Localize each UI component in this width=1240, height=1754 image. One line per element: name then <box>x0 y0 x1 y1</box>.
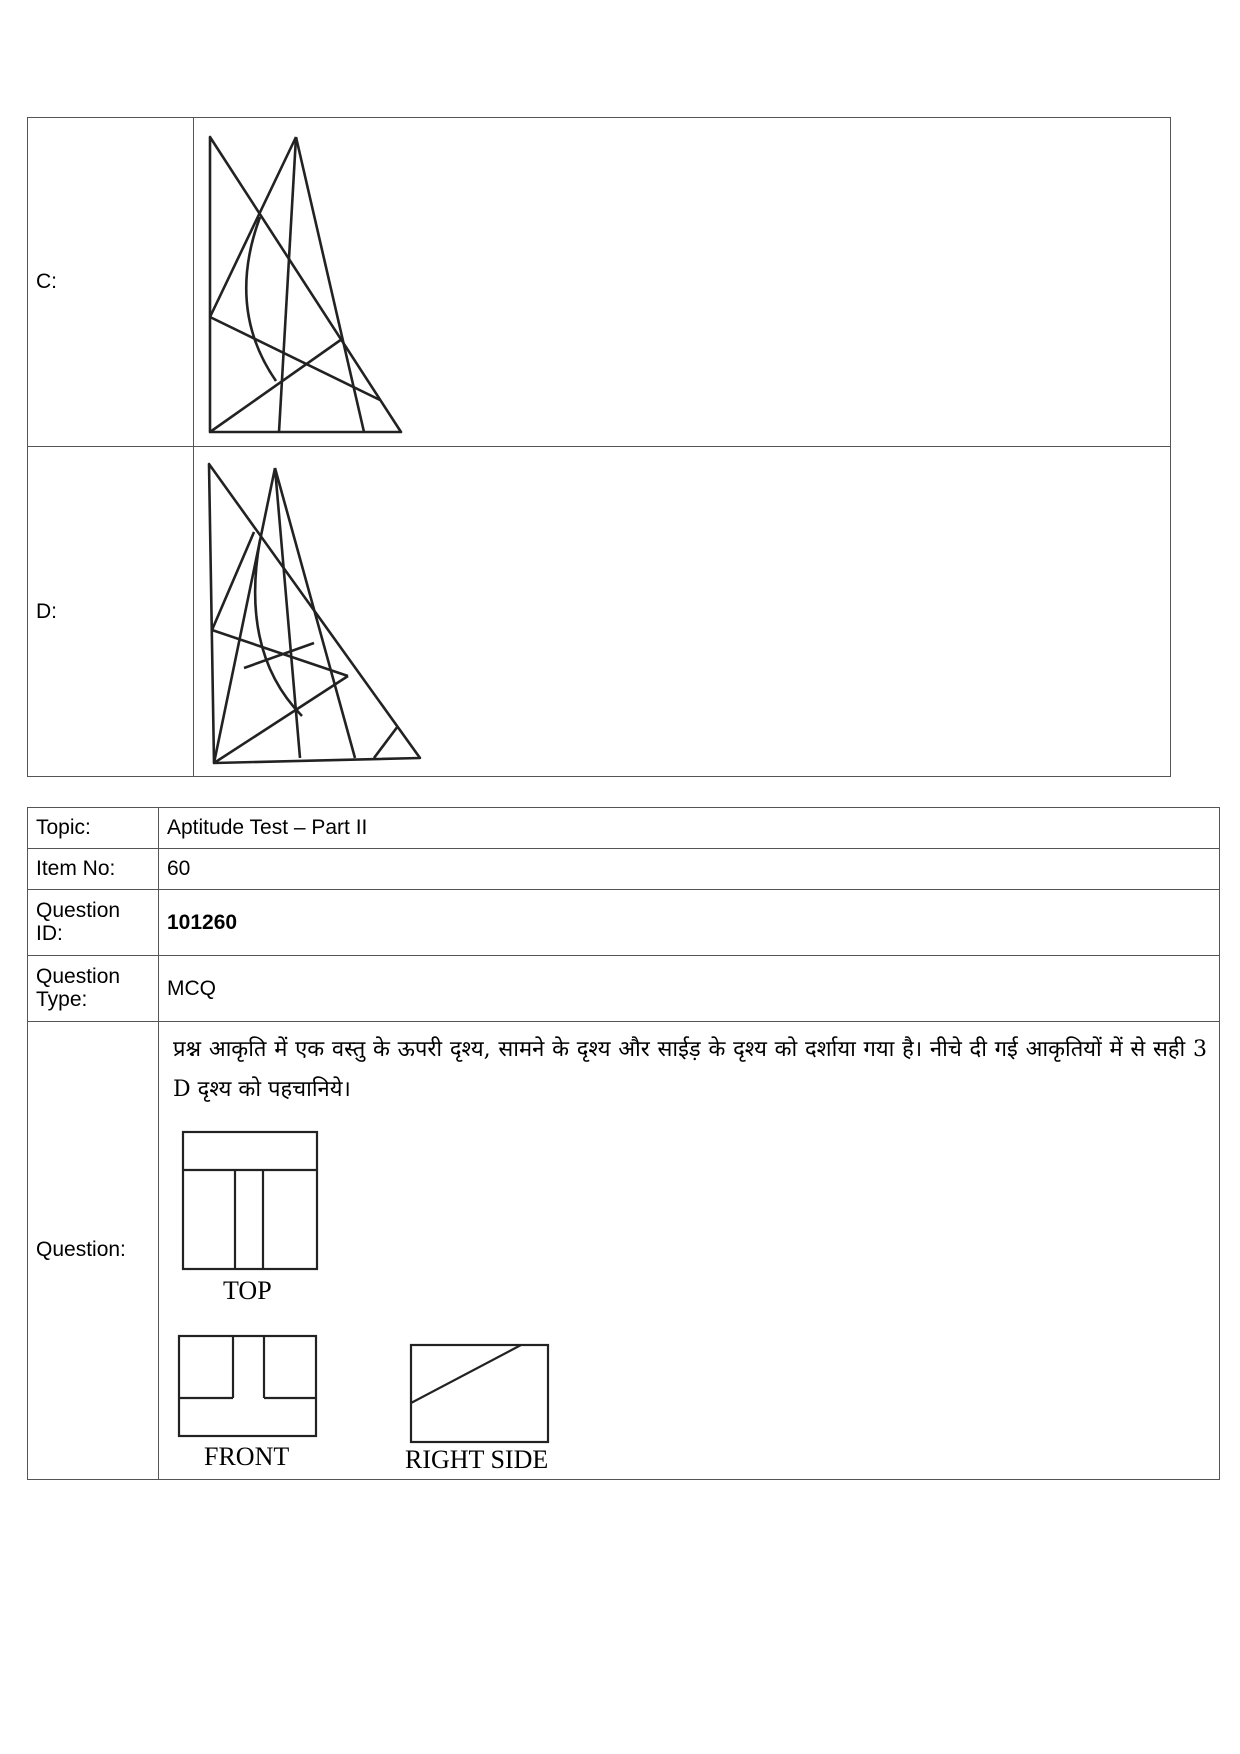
question-label: Question: <box>28 1022 159 1480</box>
option-row-d <box>28 447 1171 777</box>
question-type-row <box>28 956 1220 1022</box>
top-view-drawing <box>183 1132 317 1269</box>
right-side-view-caption: RIGHT SIDE <box>405 1445 549 1470</box>
question-text: प्रश्न आकृति में एक वस्तु के ऊपरी दृश्य, सामने के दृश्य और साईड़ के दृश्य को दर्शाया गया है। नीचे दी गई आकृतियों में से सही 3 D दृश्य को पहचानिये। <box>173 1037 1207 1102</box>
question-type-label: Question Type: <box>28 956 159 1022</box>
question-body <box>159 1022 1220 1480</box>
item-label: Item No: <box>28 849 159 890</box>
question-meta-table <box>27 807 1220 1480</box>
top-view-caption: TOP <box>223 1276 272 1305</box>
topic-label: Topic: <box>28 808 159 849</box>
topic-value: Aptitude Test – Part II <box>159 808 1220 849</box>
option-row-c <box>28 118 1171 447</box>
right-side-view-drawing <box>411 1345 548 1442</box>
option-d-figure <box>194 448 1170 776</box>
question-type-value: MCQ <box>159 956 1220 1022</box>
option-label: D: <box>28 447 194 777</box>
item-value: 60 <box>159 849 1220 890</box>
question-row <box>28 1022 1220 1480</box>
question-id-value: 101260 <box>159 890 1220 956</box>
topic-row <box>28 808 1220 849</box>
option-c-figure <box>194 119 1170 446</box>
option-label: C: <box>28 118 194 447</box>
options-table <box>27 117 1171 777</box>
front-view-drawing <box>179 1336 316 1436</box>
front-view-caption: FRONT <box>204 1442 290 1470</box>
option-figure-cell <box>194 118 1171 447</box>
option-figure-cell <box>194 447 1171 777</box>
question-id-row <box>28 890 1220 956</box>
item-row <box>28 849 1220 890</box>
question-id-label: Question ID: <box>28 890 159 956</box>
orthographic-views-figure <box>159 1110 1219 1470</box>
